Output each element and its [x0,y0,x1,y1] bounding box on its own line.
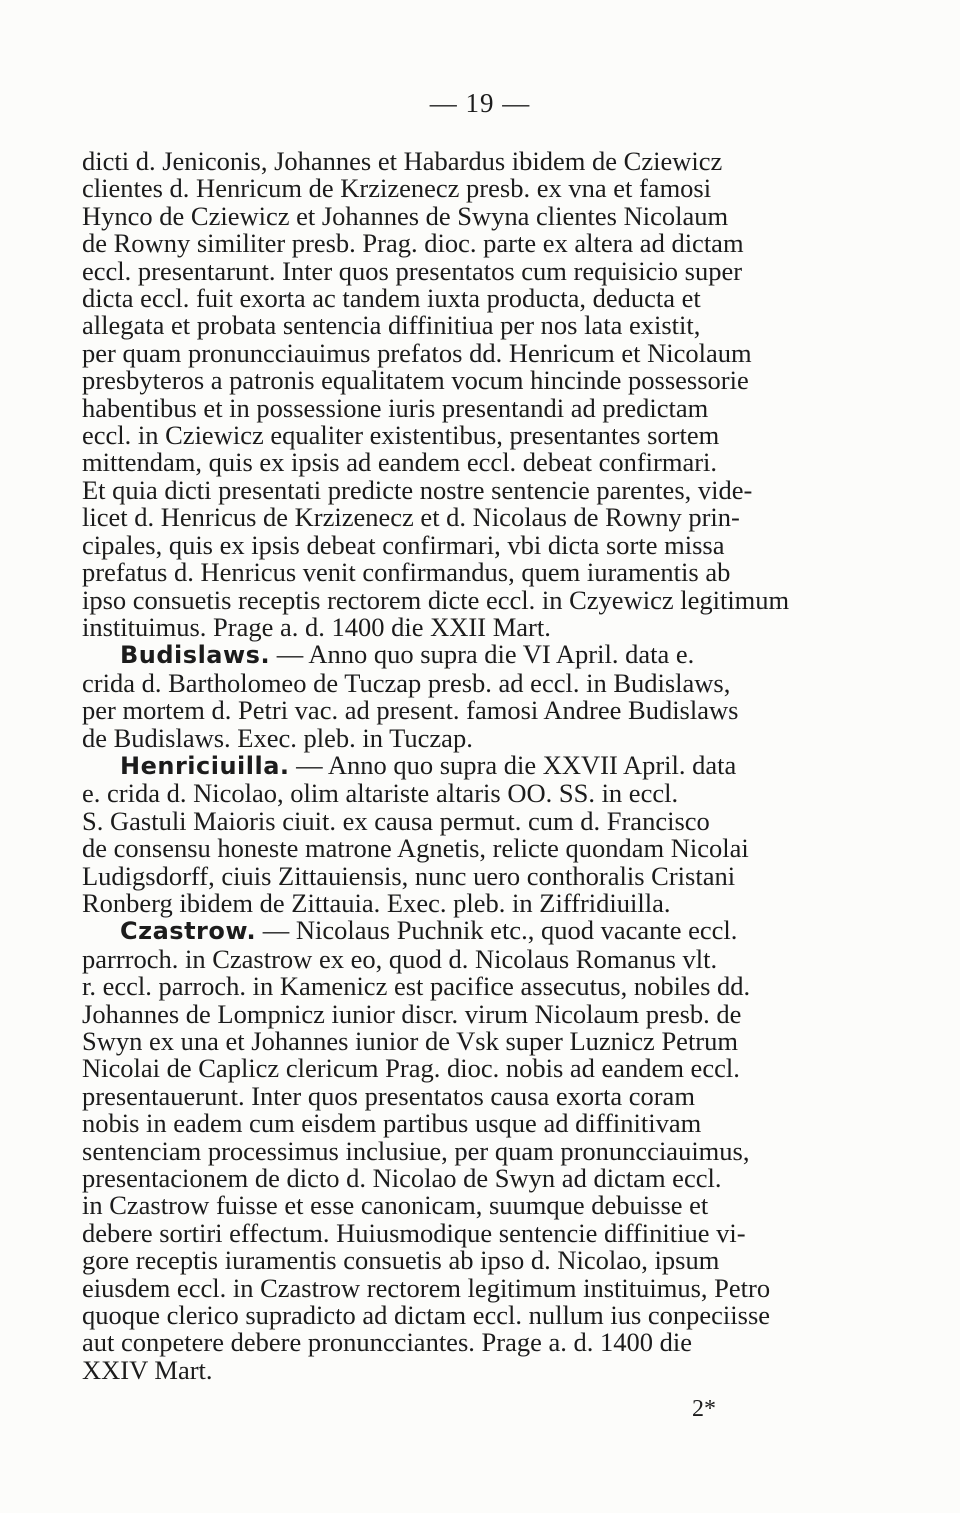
line-text: cipales, quis ex ipsis debeat confirmari, vbi dicta sorte missa [82,529,725,560]
text-line [82,973,826,1000]
line-text: presbyteros a patronis equalitatem vocum hincinde possessorie [82,365,749,396]
text-line [82,1080,826,1111]
line-text: dicti d. Jeniconis, Johannes et Habardus ibidem de Cziewicz [82,146,723,176]
line-text: crida d. Bartholomeo de Tuczap presb. ad eccl. in Budislaws, [82,667,731,698]
text-line [82,422,826,449]
text-line [82,529,826,560]
text-line [82,392,826,423]
line-text: r. eccl. parroch. in Kamenicz est pacifice assecutus, nobiles dd. [82,971,751,1002]
text-line [82,805,826,836]
text-line [82,1135,826,1166]
line-text: quoque clerico supradicto ad dictam eccl. nullum ius conpeciisse [82,1300,771,1331]
line-text: clientes d. Henricum de Krzizenecz presb. ex vna et famosi [82,173,712,204]
line-text: habentibus et in possessione iuris presentandi ad predictam [82,392,709,423]
text-line [82,1247,826,1274]
text-line [82,449,826,476]
body-text [82,148,826,1384]
line-text: Hynco de Cziewicz et Johannes de Swyna clientes Nicolaum [82,200,729,231]
text-line [82,559,826,586]
text-line [82,312,826,339]
entry-heading-line [82,641,826,669]
line-text: allegata et probata sentencia diffinitiua per nos lata existit, [82,310,701,341]
text-line [82,697,826,724]
line-text: Ludigsdorff, ciuis Zittauiensis, nunc uero conthoralis Cristani [82,860,736,891]
line-text: aut conpetere debere pronuncciantes. Prage a. d. 1400 die [82,1327,692,1358]
entry-heading: Henriciuilla. [120,751,290,780]
text-line [82,1165,826,1192]
text-line [82,998,826,1029]
line-text: prefatus d. Henricus venit confirmandus, quem iuramentis ab [82,557,731,588]
line-text: de Budislaws. Exec. pleb. in Tuczap. [82,722,473,753]
text-line [82,175,826,202]
text-line [82,474,826,505]
line-text: S. Gastuli Maioris ciuit. ex causa permut. cum d. Francisco [82,805,710,836]
text-line [82,255,826,286]
line-text: e. crida d. Nicolao, olim altariste altaris OO. SS. in eccl. [82,778,679,809]
line-text: sentenciam processimus inclusiue, per quam pronuncciauimus, [82,1135,750,1166]
signature-mark: 2* [692,1396,716,1422]
line-text: XXIV Mart. [82,1354,213,1385]
text-line [82,1055,826,1082]
text-line [82,1192,826,1219]
line-text: Ronberg ibidem de Zittauia. Exec. pleb. in Ziffridiuilla. [82,887,671,918]
text-line [82,148,826,175]
line-text: — Anno quo supra die XXVII April. data [289,749,737,780]
entry-heading-line [82,749,826,780]
line-text: dicta eccl. fuit exorta ac tandem iuxta producta, deducta et [82,283,701,314]
text-line [82,835,826,862]
line-text: — Nicolaus Puchnik etc., quod vacante eccl. [256,915,738,946]
text-line [82,1329,826,1356]
line-text: eiusdem eccl. in Czastrow rectorem legitimum instituimus, Petro [82,1272,771,1303]
text-line [82,943,826,974]
text-line [82,337,826,368]
line-text: eccl. presentarunt. Inter quos presentatos cum requisicio super [82,255,743,286]
line-text: in Czastrow fuisse et esse canonicam, suumque debuisse et [82,1190,709,1221]
line-text: gore receptis iuramentis consuetis ab ipso d. Nicolao, ipsum [82,1245,720,1276]
text-line [82,285,826,312]
text-line [82,1217,826,1248]
line-text: nobis in eadem cum eisdem partibus usque ad diffinitivam [82,1108,702,1139]
line-text: instituimus. Prage a. d. 1400 die XXII Mart. [82,611,551,642]
line-text: ipso consuetis receptis rectorem dicte eccl. in Czyewicz legitimum [82,584,790,615]
text-line [82,1354,826,1385]
text-line [82,887,826,918]
line-text: presentacionem de dicto d. Nicolao de Swyn ad dictam eccl. [82,1163,722,1194]
text-line [82,584,826,615]
text-line [82,1028,826,1055]
text-line [82,367,826,394]
line-text: Swyn ex una et Johannes iunior de Vsk super Luznicz Petrum [82,1026,738,1056]
line-text: presentauerunt. Inter quos presentatos causa exorta coram [82,1080,695,1111]
line-text: Johannes de Lompnicz iunior discr. virum Nicolaum presb. de [82,998,742,1029]
line-text: de Rowny similiter presb. Prag. dioc. parte ex altera ad dictam [82,228,744,259]
line-text: debere sortiri effectum. Huiusmodique sentencie diffinitiue vi- [82,1217,746,1248]
line-text: Nicolai de Caplicz clericum Prag. dioc. nobis ad eandem eccl. [82,1053,740,1084]
text-line [82,667,826,698]
text-line [82,611,826,642]
line-text: per quam pronuncciauimus prefatos dd. Henricum et Nicolaum [82,337,752,368]
text-line [82,230,826,257]
line-text: per mortem d. Petri vac. ad present. famosi Andree Budislaws [82,695,739,726]
text-line [82,1272,826,1303]
entry-heading-line [82,917,826,945]
line-text: mittendam, quis ex ipsis ad eandem eccl. debeat confirmari. [82,447,718,478]
text-line [82,504,826,531]
text-line [82,860,826,891]
line-text: — Anno quo supra die VI April. data e. [270,639,695,670]
line-text: parrroch. in Czastrow ex eo, quod d. Nicolaus Romanus vlt. [82,943,718,974]
entry-heading: Budislaws. [120,641,271,670]
text-line [82,200,826,231]
line-text: Et quia dicti presentati predicte nostre sentencie parentes, vide- [82,474,753,505]
text-line [82,1110,826,1137]
text-line [82,780,826,807]
entry-heading: Czastrow. [120,917,257,946]
page-number: — 19 — [429,88,531,118]
text-line [82,1302,826,1329]
line-text: de consensu honeste matrone Agnetis, relicte quondam Nicolai [82,833,749,864]
text-line [82,722,826,753]
line-text: licet d. Henricus de Krzizenecz et d. Nicolaus de Rowny prin- [82,502,740,533]
line-text: eccl. in Cziewicz equaliter existentibus, presentantes sortem [82,420,720,451]
